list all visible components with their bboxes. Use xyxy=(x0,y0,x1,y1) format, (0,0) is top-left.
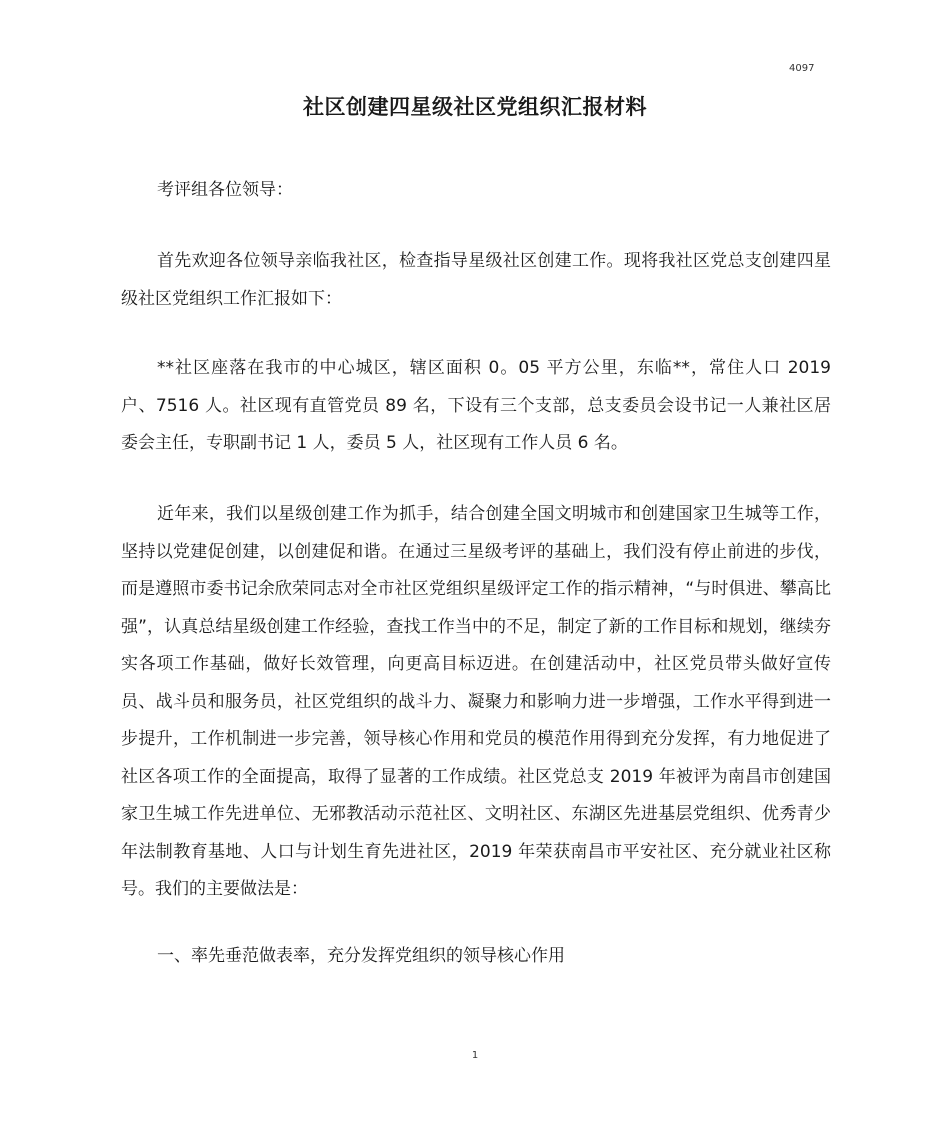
paragraph-recent-work: 近年来，我们以星级创建工作为抓手，结合创建全国文明城市和创建国家卫生城等工作，坚持以党建促创建，以创建促和谐。在通过三星级考评的基础上，我们没有停止前进的步伐，而是遵照市委书记余欣荣同志对全市社区党组织星级评定工作的指示精神，“与时俱进、攀高比强”，认真总结星级创建工作经验，查找工作当中的不足，制定了新的工作目标和规划，继续夯实各项工作基础，做好长效管理，向更高目标迈进。在创建活动中，社区党员带头做好宣传员、战斗员和服务员，社区党组织的战斗力、凝聚力和影响力进一步增强，工作水平得到进一步提升，工作机制进一步完善，领导核心作用和党员的模范作用得到充分发挥，有力地促进了社区各项工作的全面提高，取得了显著的工作成绩。社区党总支 2019 年被评为南昌市创建国家卫生城工作先进单位、无邪教活动示范社区、文明社区、东湖区先进基层党组织、优秀青少年法制教育基地、人口与计划生育先进社区，2019 年荣获南昌市平安社区、充分就业社区称号。我们的主要做法是： xyxy=(121,504,831,899)
paragraph-overview: **社区座落在我市的中心城区，辖区面积 0。05 平方公里，东临**，常住人口 2019 户、7516 人。社区现有直管党员 89 名，下设有三个支部，总支委员会设书记一人兼社区居委会主任，专职副书记 1 人，委员 5 人，社区现有工作人员 6 名。 xyxy=(121,358,831,453)
paragraph-intro: 首先欢迎各位领导亲临我社区，检查指导星级社区创建工作。现将我社区党总支创建四星级社区党组织工作汇报如下： xyxy=(121,251,831,309)
section-heading: 一、率先垂范做表率，充分发挥党组织的领导核心作用 xyxy=(157,946,565,966)
page-number: 1 xyxy=(471,1050,479,1061)
salutation: 考评组各位领导： xyxy=(157,180,293,200)
document-number: 4097 xyxy=(789,63,815,74)
document-title: 社区创建四星级社区党组织汇报材料 xyxy=(303,95,647,119)
